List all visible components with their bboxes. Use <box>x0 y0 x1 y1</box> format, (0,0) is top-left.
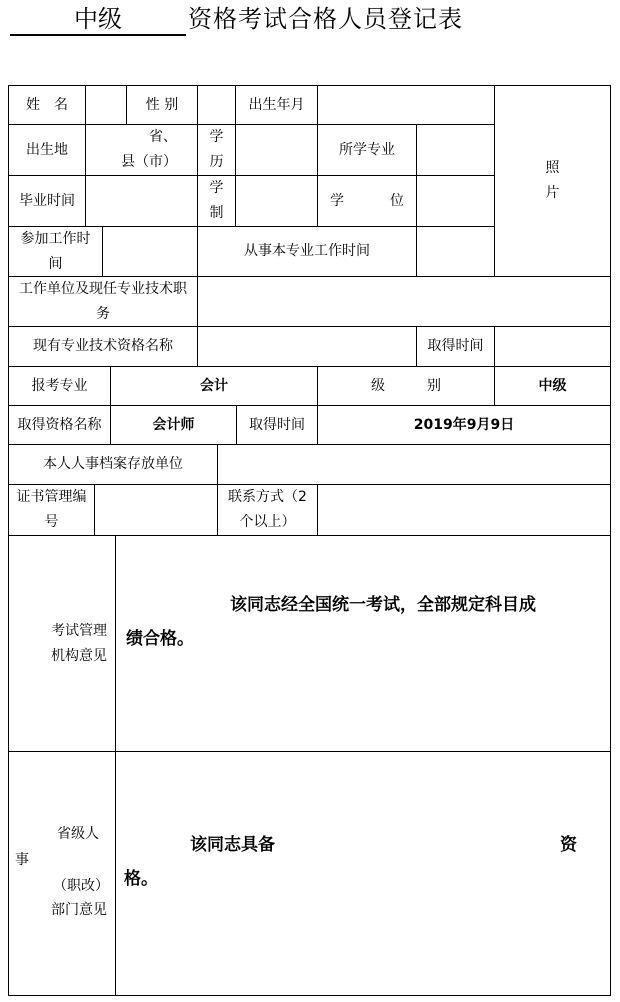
field-employer[interactable] <box>197 276 611 327</box>
field-current-qual[interactable] <box>197 326 417 367</box>
label-obtain-time-2: 取得时间 <box>236 405 318 445</box>
degree-char-1: 学 <box>330 192 344 209</box>
hr-opinion-line-4: 部门意见 <box>51 902 107 918</box>
contact-line-1: 联系方式（2 <box>228 489 307 505</box>
label-cert-no <box>8 484 95 536</box>
label-obtain-time: 取得时间 <box>416 326 495 367</box>
work-start-line-1: 参加工作时 <box>20 230 91 247</box>
field-prof-work-time[interactable] <box>416 226 495 277</box>
exam-opinion-text-2: 绩合格。 <box>126 629 194 649</box>
label-degree <box>317 175 417 227</box>
field-contact[interactable] <box>317 484 611 536</box>
label-birthplace: 出生地 <box>8 124 86 176</box>
cert-no-line-1: 证书管理编 <box>16 489 87 505</box>
exam-opinion-box[interactable] <box>115 535 611 752</box>
education-char-2: 历 <box>209 154 224 170</box>
exam-opinion-line-1: 考试管理 <box>51 622 107 639</box>
field-gender[interactable] <box>197 85 236 125</box>
hr-opinion-box[interactable] <box>115 751 611 996</box>
hr-opinion-line-1: 省级人 <box>57 826 99 842</box>
label-system <box>197 175 236 227</box>
hr-opinion-text-1: 该同志具备 <box>190 835 275 855</box>
label-birth: 出生年月 <box>235 85 318 125</box>
hr-opinion-line-2: 事 <box>15 852 29 868</box>
title-level: 中级 <box>10 4 186 36</box>
employer-line-2: 务 <box>96 305 110 322</box>
label-graduation: 毕业时间 <box>8 175 86 227</box>
label-archive-unit: 本人人事档案存放单位 <box>8 444 218 485</box>
label-name: 姓 名 <box>8 85 86 125</box>
label-exam-opinion <box>8 535 116 752</box>
label-hr-opinion <box>8 751 116 996</box>
contact-line-2: 个以上） <box>239 514 296 530</box>
education-char-1: 学 <box>209 129 224 145</box>
birthplace-county: 县（市） <box>121 154 177 170</box>
employer-line-1: 工作单位及现任专业技术职 <box>19 280 187 297</box>
birthplace-province: 省、 <box>149 129 177 145</box>
field-birthplace[interactable] <box>85 124 198 176</box>
label-current-qual: 现有专业技术资格名称 <box>8 326 198 367</box>
label-prof-work-time: 从事本专业工作时间 <box>197 226 417 277</box>
system-char-2: 制 <box>209 205 224 221</box>
label-qual-name: 取得资格名称 <box>8 405 111 445</box>
hr-opinion-text-3: 格。 <box>124 869 158 889</box>
label-exam-major: 报考专业 <box>8 366 111 406</box>
exam-opinion-line-2: 机构意见 <box>51 647 107 664</box>
field-archive-unit[interactable] <box>217 444 611 485</box>
field-birth[interactable] <box>317 85 495 125</box>
label-major: 所学专业 <box>317 124 417 176</box>
field-education[interactable] <box>235 124 318 176</box>
field-system[interactable] <box>235 175 318 227</box>
degree-char-2: 位 <box>390 192 404 209</box>
label-gender: 性 别 <box>126 85 198 125</box>
work-start-line-2: 间 <box>48 255 63 272</box>
value-level[interactable]: 中级 <box>494 366 611 406</box>
hr-opinion-text-2: 资 <box>560 835 577 855</box>
label-employer <box>8 276 198 327</box>
label-education <box>197 124 236 176</box>
exam-opinion-text-1: 该同志经全国统一考试，全部规定科目成 <box>230 595 536 615</box>
label-contact <box>217 484 318 536</box>
field-graduation[interactable] <box>85 175 198 227</box>
title-text: 资格考试合格人员登记表 <box>188 5 463 33</box>
photo-box[interactable] <box>494 85 611 277</box>
label-level: 级 别 <box>317 366 495 406</box>
field-obtain-time[interactable] <box>494 326 611 367</box>
field-work-start[interactable] <box>102 226 198 277</box>
field-major[interactable] <box>416 124 495 176</box>
field-name[interactable] <box>85 85 127 125</box>
field-cert-no[interactable] <box>94 484 218 536</box>
form-title <box>10 4 610 40</box>
photo-label-2: 片 <box>545 185 560 201</box>
hr-opinion-line-3: （职改） <box>53 878 109 894</box>
cert-no-line-2: 号 <box>44 514 59 530</box>
label-work-start <box>8 226 103 277</box>
system-char-1: 学 <box>209 180 224 196</box>
value-exam-major[interactable]: 会计 <box>110 366 318 406</box>
photo-label-1: 照 <box>545 160 560 176</box>
value-obtain-date[interactable]: 2019年9月9日 <box>317 405 611 445</box>
value-qual-name[interactable]: 会计师 <box>110 405 237 445</box>
field-degree[interactable] <box>416 175 495 227</box>
